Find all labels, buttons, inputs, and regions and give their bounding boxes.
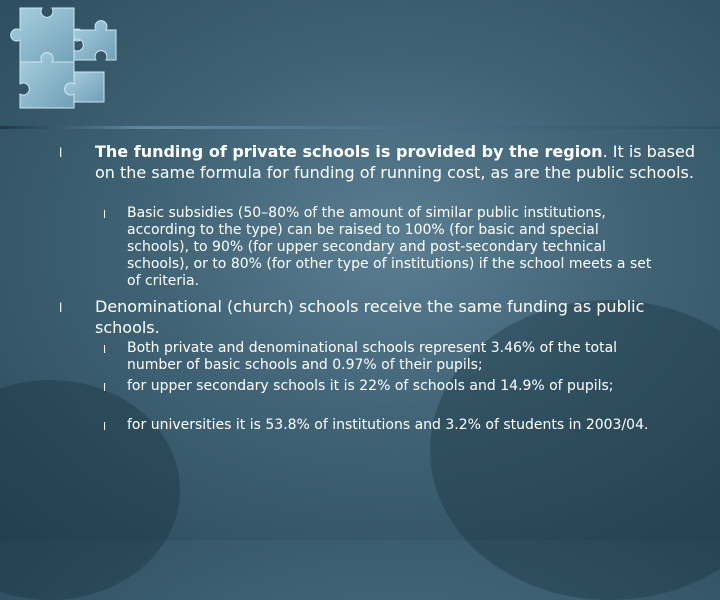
- sub-bullet-upper-secondary-share: [103, 378, 657, 395]
- bullet-private-funding: [59, 141, 695, 183]
- bullet-text: Denominational (church) schools receive the same funding as public schools.: [95, 297, 645, 337]
- sub-bullet-university-share: [103, 417, 657, 434]
- bullet-icon: l: [59, 301, 63, 315]
- bullet-icon: l: [59, 146, 63, 160]
- background-puzzle-shape: [0, 380, 180, 600]
- sub-bullet-basic-subsidies: [103, 205, 657, 290]
- sub-bullet-text: for universities it is 53.8% of institutions and 3.2% of students in 2003/04.: [127, 417, 649, 433]
- sub-bullet-text: Both private and denominational schools represent 3.46% of the total number of basic schools and 0.97% of their pupils;: [127, 340, 618, 373]
- bullet-icon: l: [103, 381, 107, 394]
- bullet-icon: l: [103, 343, 107, 356]
- header-divider: [0, 126, 720, 129]
- sub-bullet-basic-share: [103, 340, 657, 374]
- bullet-lead-text: The funding of private schools is provided by the region: [95, 142, 603, 161]
- bullet-icon: l: [103, 420, 107, 433]
- bullet-denominational-schools: [59, 296, 655, 338]
- sub-bullet-text: for upper secondary schools it is 22% of schools and 14.9% of pupils;: [127, 378, 614, 394]
- bullet-icon: l: [103, 208, 107, 221]
- sub-bullet-text: Basic subsidies (50–80% of the amount of similar public institutions, according to the type) can be raised to 100% (for basic and special schools), to 90% (for upper secondary and post-secondary technical schools), or to 80% (for other type of institutions) if the school meets a set of criteria.: [127, 205, 652, 289]
- puzzle-logo: [0, 0, 130, 120]
- bullet-text: . It is based on the same formula for funding of running cost, as are the public schools.: [95, 142, 695, 182]
- puzzle-pieces-icon: [0, 0, 130, 120]
